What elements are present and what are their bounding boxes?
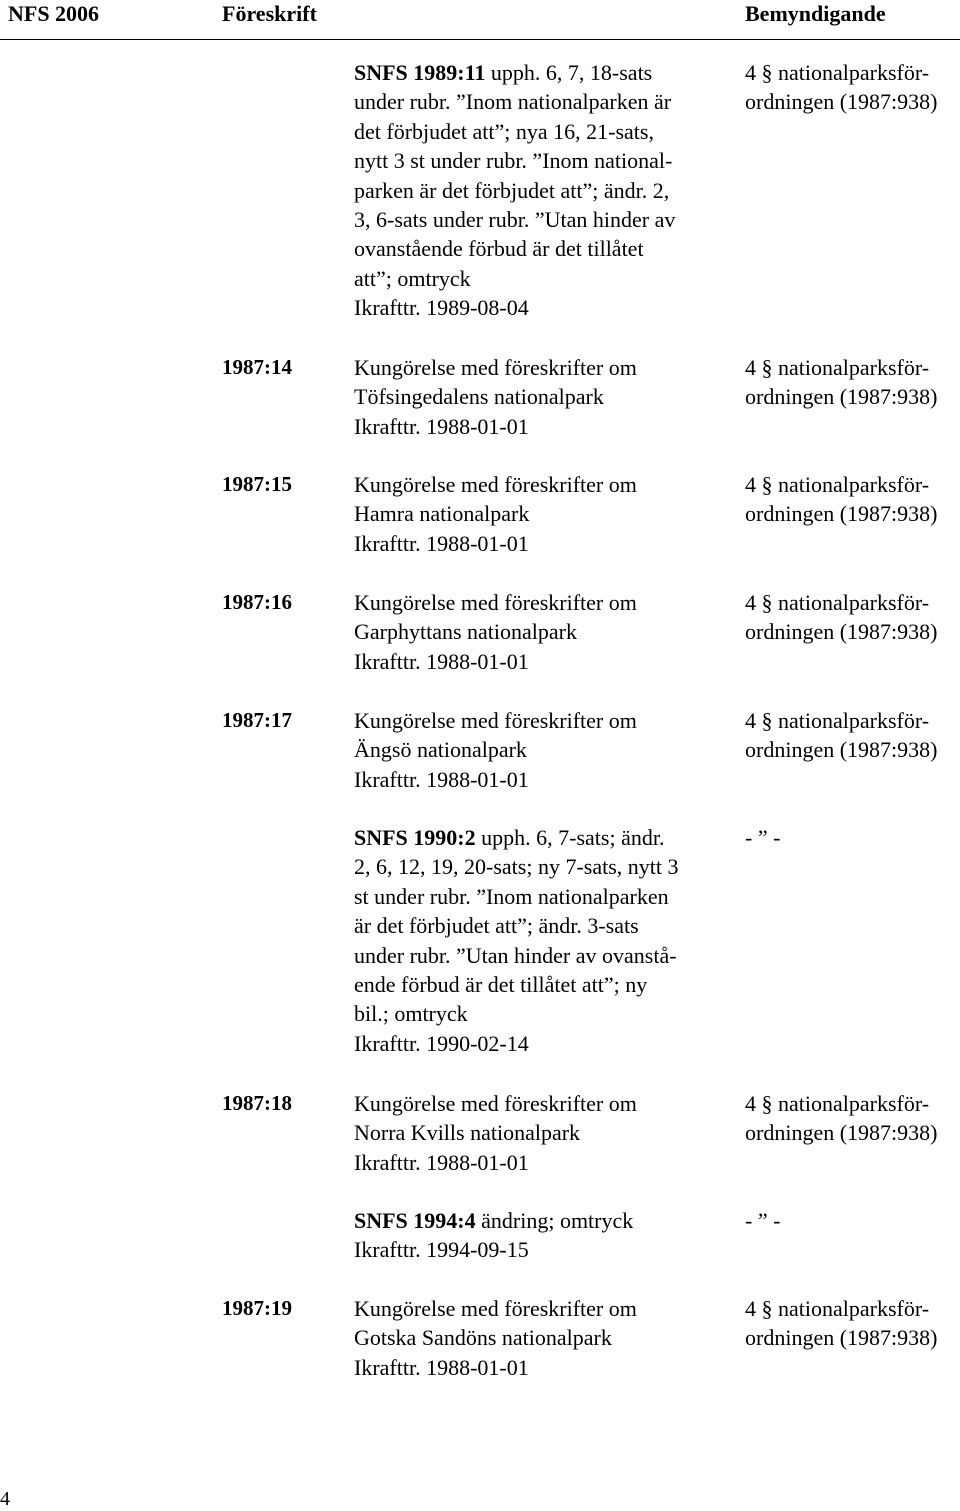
description-line: Ikrafttr. 1990-02-14 bbox=[354, 1030, 529, 1056]
description-line: under rubr. ”Inom nationalparken är bbox=[354, 89, 672, 115]
regulation-description bbox=[354, 823, 679, 1058]
regulation-description bbox=[354, 588, 637, 676]
authorization-line: 4 § nationalparksför- bbox=[745, 1091, 930, 1116]
description-line: nytt 3 st under rubr. ”Inom national- bbox=[354, 148, 673, 174]
description-line: Gotska Sandöns nationalpark bbox=[354, 1325, 612, 1351]
regulation-description bbox=[354, 1206, 633, 1265]
description-line: Ikrafttr. 1988-01-01 bbox=[354, 1149, 529, 1175]
authorization-line: ordningen (1987:938) bbox=[745, 384, 938, 410]
authorization-line: 4 § nationalparksför- bbox=[745, 590, 930, 615]
authorization bbox=[745, 353, 937, 412]
description-line: Kungörelse med föreskrifter om bbox=[354, 1296, 637, 1321]
amendment-reference: SNFS 1990:2 bbox=[354, 825, 476, 850]
description-line bbox=[354, 58, 675, 87]
authorization-line: ordningen (1987:938) bbox=[745, 89, 938, 115]
regulation-description bbox=[354, 1294, 637, 1382]
regulation-description bbox=[354, 1089, 637, 1177]
authorization bbox=[745, 470, 937, 529]
authorization bbox=[745, 1294, 937, 1353]
description-line bbox=[354, 823, 679, 852]
regulation-number: 1987:15 bbox=[222, 472, 292, 496]
authorization-line: ordningen (1987:938) bbox=[745, 1120, 938, 1146]
description-line: Ikrafttr. 1989-08-04 bbox=[354, 295, 529, 321]
authorization-line: ordningen (1987:938) bbox=[745, 737, 938, 763]
authorization bbox=[745, 58, 937, 117]
description-line: är det förbjudet att”; ändr. 3-sats bbox=[354, 913, 639, 939]
authorization bbox=[745, 588, 937, 647]
regulation-description bbox=[354, 353, 637, 441]
description-line: Norra Kvills nationalpark bbox=[354, 1120, 581, 1146]
authorization-line: - ” - bbox=[745, 825, 781, 850]
amendment-text: upph. 6, 7, 18-sats bbox=[485, 60, 653, 85]
authorization-line: 4 § nationalparksför- bbox=[745, 472, 930, 497]
description-line: Kungörelse med föreskrifter om bbox=[354, 472, 637, 497]
authorization-line: ordningen (1987:938) bbox=[745, 619, 938, 645]
authorization bbox=[745, 1206, 780, 1235]
authorization bbox=[745, 706, 937, 765]
regulation-description bbox=[354, 58, 675, 323]
description-line: Kungörelse med föreskrifter om bbox=[354, 355, 637, 380]
page-number: 4 bbox=[0, 1488, 10, 1510]
description-line: Ikrafttr. 1988-01-01 bbox=[354, 1354, 529, 1380]
authorization bbox=[745, 823, 780, 852]
description-line: Hamra nationalpark bbox=[354, 501, 530, 527]
amendment-reference: SNFS 1994:4 bbox=[354, 1208, 476, 1233]
column-header-regulation: Föreskrift bbox=[222, 1, 317, 26]
description-line: att”; omtryck bbox=[354, 265, 471, 291]
authorization-line: 4 § nationalparksför- bbox=[745, 708, 930, 733]
description-line: Ängsö nationalpark bbox=[354, 737, 527, 763]
description-line: ovanstående förbud är det tillåtet bbox=[354, 236, 644, 262]
description-line: ende förbud är det tillåtet att”; ny bbox=[354, 972, 648, 998]
authorization-line: ordningen (1987:938) bbox=[745, 501, 938, 527]
description-line: st under rubr. ”Inom nationalparken bbox=[354, 883, 669, 909]
description-line: Ikrafttr. 1988-01-01 bbox=[354, 530, 529, 556]
description-line: Ikrafttr. 1988-01-01 bbox=[354, 766, 529, 792]
description-line: Ikrafttr. 1988-01-01 bbox=[354, 648, 529, 674]
authorization-line: - ” - bbox=[745, 1208, 781, 1233]
amendment-text: upph. 6, 7-sats; ändr. bbox=[475, 825, 665, 850]
regulation-number: 1987:16 bbox=[222, 590, 292, 614]
description-line: Ikrafttr. 1994-09-15 bbox=[354, 1237, 529, 1263]
header-divider bbox=[0, 39, 960, 40]
authorization-line: 4 § nationalparksför- bbox=[745, 1296, 930, 1321]
amendment-reference: SNFS 1989:11 bbox=[354, 60, 486, 85]
regulation-number: 1987:17 bbox=[222, 708, 292, 732]
column-header-authority: Bemyndigande bbox=[745, 1, 886, 26]
description-line: Kungörelse med föreskrifter om bbox=[354, 708, 637, 733]
description-line: Kungörelse med föreskrifter om bbox=[354, 590, 637, 615]
amendment-text: ändring; omtryck bbox=[475, 1208, 634, 1233]
description-line: Ikrafttr. 1988-01-01 bbox=[354, 413, 529, 439]
description-line: parken är det förbjudet att”; ändr. 2, bbox=[354, 177, 670, 203]
description-line: under rubr. ”Utan hinder av ovanstå- bbox=[354, 942, 677, 968]
regulation-number: 1987:19 bbox=[222, 1296, 292, 1320]
regulation-description bbox=[354, 706, 637, 794]
description-line: Garphyttans nationalpark bbox=[354, 619, 577, 645]
regulation-description bbox=[354, 470, 637, 558]
authorization-line: 4 § nationalparksför- bbox=[745, 60, 930, 85]
authorization-line: ordningen (1987:938) bbox=[745, 1325, 938, 1351]
regulation-number: 1987:14 bbox=[222, 355, 292, 379]
authorization-line: 4 § nationalparksför- bbox=[745, 355, 930, 380]
description-line: 2, 6, 12, 19, 20-sats; ny 7-sats, nytt 3 bbox=[354, 854, 679, 880]
description-line: det förbjudet att”; nya 16, 21-sats, bbox=[354, 118, 654, 144]
series-title: NFS 2006 bbox=[8, 1, 100, 26]
regulation-number: 1987:18 bbox=[222, 1091, 292, 1115]
description-line: Töfsingedalens nationalpark bbox=[354, 384, 604, 410]
authorization bbox=[745, 1089, 937, 1148]
description-line: Kungörelse med föreskrifter om bbox=[354, 1091, 637, 1116]
description-line: bil.; omtryck bbox=[354, 1001, 468, 1027]
description-line bbox=[354, 1206, 633, 1235]
description-line: 3, 6-sats under rubr. ”Utan hinder av bbox=[354, 207, 676, 233]
